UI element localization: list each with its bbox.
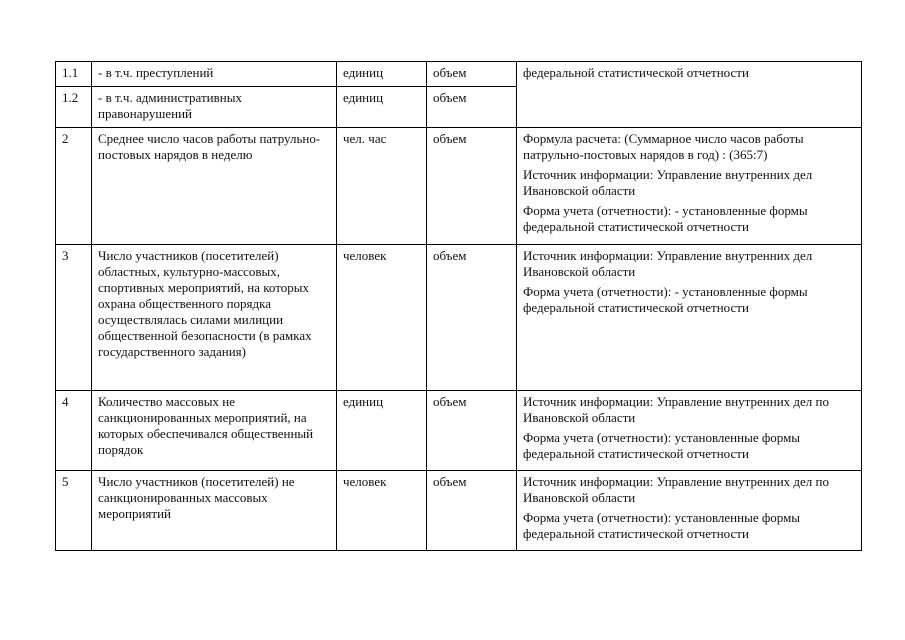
unit-cell: чел. час	[337, 128, 427, 245]
type-cell: объем	[427, 128, 517, 245]
table-row	[56, 128, 862, 245]
formula-text: Формула расчета: (Суммарное число часов работы патрульно-постовых нарядов в год) : (365:7)	[523, 131, 804, 162]
form-text: Форма учета (отчетности): - установленные формы федеральной статистической отчетности	[523, 284, 808, 315]
indicator-name: Число участников (посетителей) областных, культурно-массовых, спортивных мероприятий, на которых охрана общественного порядка осуществлялась силами милиции общественной безопасности (в рамках государственного задания)	[92, 245, 337, 391]
table-row	[56, 471, 862, 551]
source-text: Источник информации: Управление внутренних дел Ивановской области	[523, 248, 813, 279]
row-number: 3	[56, 245, 92, 391]
info-cell	[517, 245, 862, 391]
indicator-name: - в т.ч. преступлений	[92, 62, 337, 87]
source-text: Источник информации: Управление внутренних дел по Ивановской области	[523, 474, 829, 505]
form-text: Форма учета (отчетности): установленные формы федеральной статистической отчетности	[523, 510, 801, 541]
unit-cell: человек	[337, 471, 427, 551]
table-row	[56, 391, 862, 471]
type-cell: объем	[427, 471, 517, 551]
source-text: Источник информации: Управление внутренних дел по Ивановской области	[523, 394, 829, 425]
row-number: 5	[56, 471, 92, 551]
form-text: Форма учета (отчетности): установленные формы федеральной статистической отчетности	[523, 430, 801, 461]
row-number: 2	[56, 128, 92, 245]
row-number: 4	[56, 391, 92, 471]
unit-cell: человек	[337, 245, 427, 391]
type-cell: объем	[427, 62, 517, 87]
indicator-name: Число участников (посетителей) не санкционированных массовых мероприятий	[92, 471, 337, 551]
form-text: Форма учета (отчетности): - установленные формы федеральной статистической отчетности	[523, 203, 808, 234]
note-text: федеральной статистической отчетности	[523, 65, 749, 80]
unit-cell: единиц	[337, 62, 427, 87]
table-row	[56, 245, 862, 391]
row-number: 1.1	[56, 62, 92, 87]
indicator-name: Среднее число часов работы патрульно-постовых нарядов в неделю	[92, 128, 337, 245]
unit-cell: единиц	[337, 391, 427, 471]
indicator-name: Количество массовых не санкционированных мероприятий, на которых обеспечивался общественный порядок	[92, 391, 337, 471]
info-cell	[517, 471, 862, 551]
row-number: 1.2	[56, 87, 92, 128]
indicator-name: - в т.ч. административных правонарушений	[92, 87, 337, 128]
type-cell: объем	[427, 391, 517, 471]
type-cell: объем	[427, 87, 517, 128]
unit-cell: единиц	[337, 87, 427, 128]
indicator-table	[55, 61, 862, 551]
source-text: Источник информации: Управление внутренних дел Ивановской области	[523, 167, 813, 198]
table-row	[56, 62, 862, 87]
info-cell	[517, 62, 862, 128]
type-cell: объем	[427, 245, 517, 391]
info-cell	[517, 128, 862, 245]
info-cell	[517, 391, 862, 471]
